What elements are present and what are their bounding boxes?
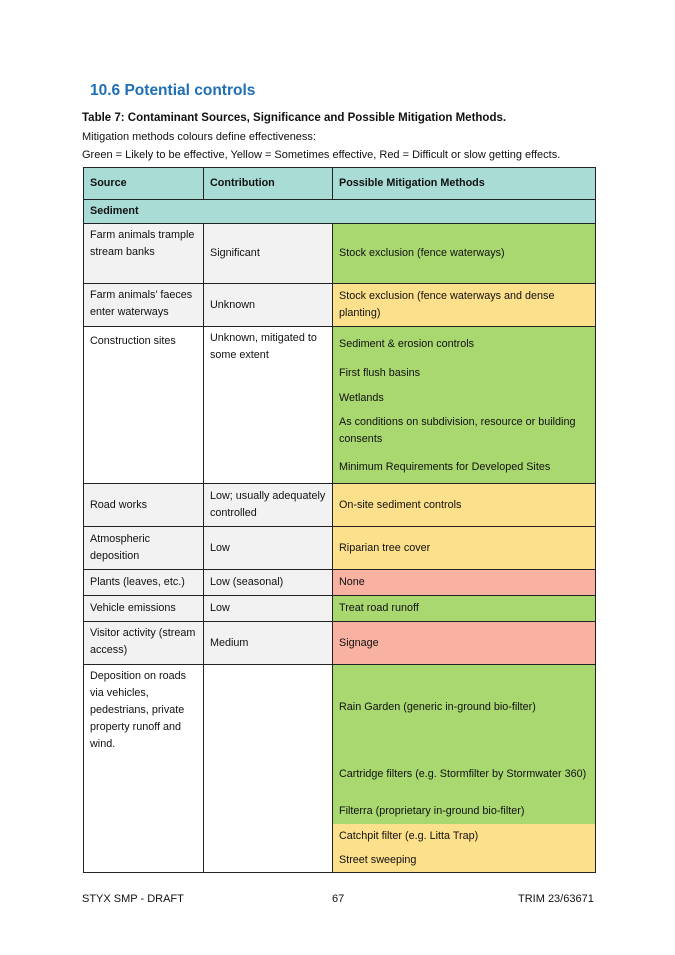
source-cell: Farm animals trample stream banks [84, 224, 204, 284]
mitigation-cell [333, 570, 596, 596]
contaminant-sources-table [83, 167, 596, 873]
contribution-cell: Unknown, mitigated to some extent [204, 327, 333, 484]
table-header-row [84, 168, 596, 200]
table-row [84, 284, 596, 327]
table-row [84, 665, 596, 873]
contribution-cell: Low [204, 527, 333, 570]
color-legend-intro: Mitigation methods colours define effectiveness: [82, 131, 316, 143]
source-cell: Road works [84, 484, 204, 527]
contribution-cell [204, 665, 333, 873]
mitigation-method: Cartridge filters (e.g. Stormfilter by Stormwater 360) [333, 749, 595, 799]
table-row [84, 570, 596, 596]
section-label: Sediment [84, 200, 596, 224]
mitigation-cell [333, 224, 596, 284]
mitigation-cell [333, 527, 596, 570]
mitigation-method: First flush basins [339, 367, 421, 379]
mitigation-cell [333, 665, 596, 873]
mitigation-method: Catchpit filter (e.g. Litta Trap) [333, 824, 595, 848]
header-contribution: Contribution [204, 168, 333, 200]
mitigation-method: Rain Garden (generic in-ground bio-filter) [333, 665, 595, 749]
source-cell: Deposition on roads via vehicles, pedestrians, private property runoff and wind. [84, 665, 204, 873]
source-cell: Visitor activity (stream access) [84, 622, 204, 665]
mitigation-method: Wetlands [339, 391, 384, 404]
source-cell: Construction sites [84, 327, 204, 484]
header-mitigation-methods: Possible Mitigation Methods [333, 168, 596, 200]
mitigation-cell [333, 327, 596, 484]
table-row [84, 596, 596, 622]
mitigation-method: Filterra (proprietary in-ground bio-filter) [333, 799, 595, 824]
contribution-cell: Low; usually adequately controlled [204, 484, 333, 527]
header-source: Source [84, 168, 204, 200]
contribution-cell: Significant [204, 224, 333, 284]
source-cell: Vehicle emissions [84, 596, 204, 622]
mitigation-method: Stock exclusion (fence waterways and dense planting) [333, 284, 595, 326]
footer-reference: TRIM 23/63671 [518, 893, 594, 905]
mitigation-method: Street sweeping [333, 848, 595, 872]
section-heading: 10.6 Potential controls [90, 82, 256, 99]
source-cell: Farm animals’ faeces enter waterways [84, 284, 204, 327]
contribution-cell: Unknown [204, 284, 333, 327]
footer-document-title: STYX SMP - DRAFT [82, 893, 184, 905]
mitigation-method: Riparian tree cover [333, 527, 595, 569]
table-row [84, 484, 596, 527]
mitigation-method: Treat road runoff [333, 596, 595, 621]
footer-page-number: 67 [332, 893, 345, 905]
table-row [84, 224, 596, 284]
mitigation-method: Signage [333, 622, 595, 664]
mitigation-cell [333, 622, 596, 665]
mitigation-method: Minimum Requirements for Developed Sites [339, 461, 551, 473]
source-cell: Plants (leaves, etc.) [84, 570, 204, 596]
mitigation-method: None [333, 570, 595, 595]
contribution-cell: Medium [204, 622, 333, 665]
mitigation-cell [333, 284, 596, 327]
color-legend-definition: Green = Likely to be effective, Yellow = Sometimes effective, Red = Difficult or slow getting effects. [82, 149, 561, 161]
table-caption: Table 7: Contaminant Sources, Significance and Possible Mitigation Methods. [82, 112, 507, 124]
mitigation-method: As conditions on subdivision, resource or building consents [339, 416, 576, 445]
contribution-cell: Low (seasonal) [204, 570, 333, 596]
source-cell: Atmospheric deposition [84, 527, 204, 570]
mitigation-cell [333, 596, 596, 622]
mitigation-method: Sediment & erosion controls [339, 337, 475, 350]
contribution-cell: Low [204, 596, 333, 622]
mitigation-method: On-site sediment controls [333, 484, 595, 526]
table-row [84, 327, 596, 484]
table-row [84, 527, 596, 570]
section-row-sediment [84, 200, 596, 224]
mitigation-cell [333, 484, 596, 527]
table-row [84, 622, 596, 665]
mitigation-method: Stock exclusion (fence waterways) [333, 224, 595, 283]
